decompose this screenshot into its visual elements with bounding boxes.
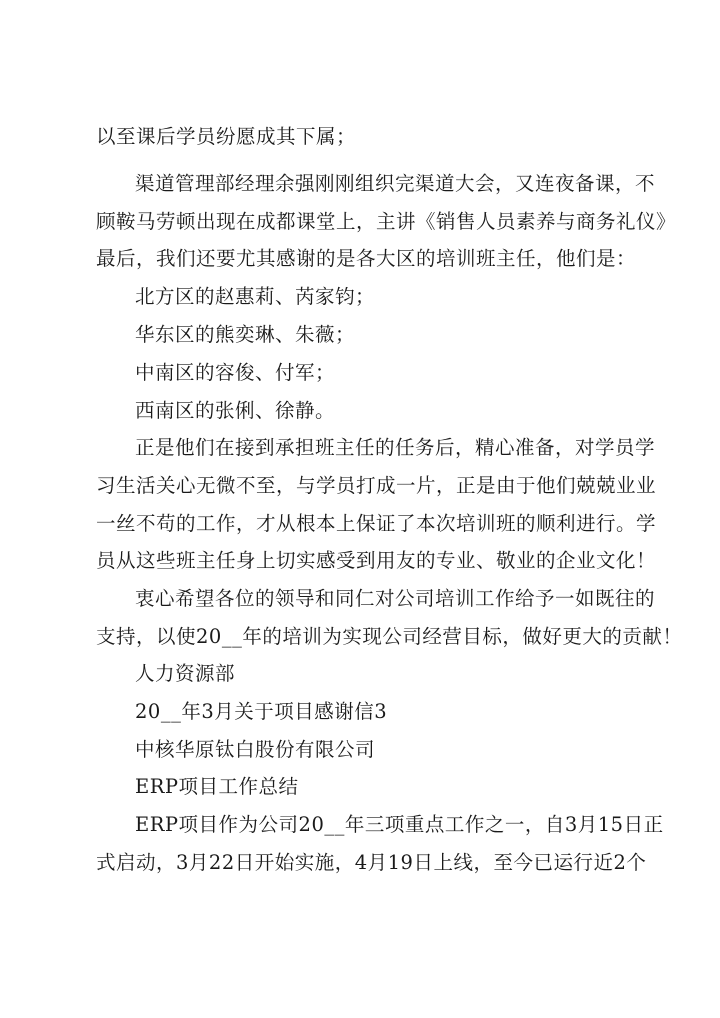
paragraph-line: 以至课后学员纷愿成其下属；: [96, 125, 357, 148]
paragraph-line: 西南区的张俐、徐静。: [135, 399, 336, 422]
paragraph-line: 员从这些班主任身上切实感受到用友的专业、敬业的企业文化！: [96, 549, 657, 572]
paragraph-line: 最后，我们还要尤其感谢的是各大区的培训班主任，他们是：: [96, 247, 637, 270]
paragraph-line: 式启动，3月22日开始实施，4月19日上线，至今已运行近2个: [96, 851, 647, 874]
paragraph-line: 北方区的赵惠莉、芮家钧；: [135, 285, 376, 308]
paragraph-line: 顾鞍马劳顿出现在成都课堂上，主讲《销售人员素养与商务礼仪》: [96, 210, 677, 233]
paragraph-line: 支持，以使20__年的培训为实现公司经营目标，做好更大的贡献！: [96, 625, 683, 648]
paragraph-line: 一丝不苟的工作，才从根本上保证了本次培训班的顺利进行。学: [96, 512, 657, 535]
section-heading: 20__年3月关于项目感谢信3: [135, 700, 388, 723]
paragraph-line: 华东区的熊奕琳、朱薇；: [135, 323, 356, 346]
paragraph-line: 正是他们在接到承担班主任的任务后，精心准备，对学员学: [135, 436, 656, 459]
paragraph-line: 衷心希望各位的领导和同仁对公司培训工作给予一如既往的: [135, 587, 656, 610]
paragraph-line: 中南区的容俊、付军；: [135, 361, 336, 384]
paragraph-line: 渠道管理部经理余强刚刚组织完渠道大会，又连夜备课，不: [135, 172, 656, 195]
document-title: ERP项目工作总结: [135, 775, 299, 798]
signature-department: 人力资源部: [135, 662, 236, 685]
company-name: 中核华原钛白股份有限公司: [135, 738, 376, 761]
paragraph-line: 习生活关心无微不至，与学员打成一片，正是由于他们兢兢业业: [96, 474, 657, 497]
paragraph-line: ERP项目作为公司20__年三项重点工作之一，自3月15日正: [135, 813, 664, 836]
